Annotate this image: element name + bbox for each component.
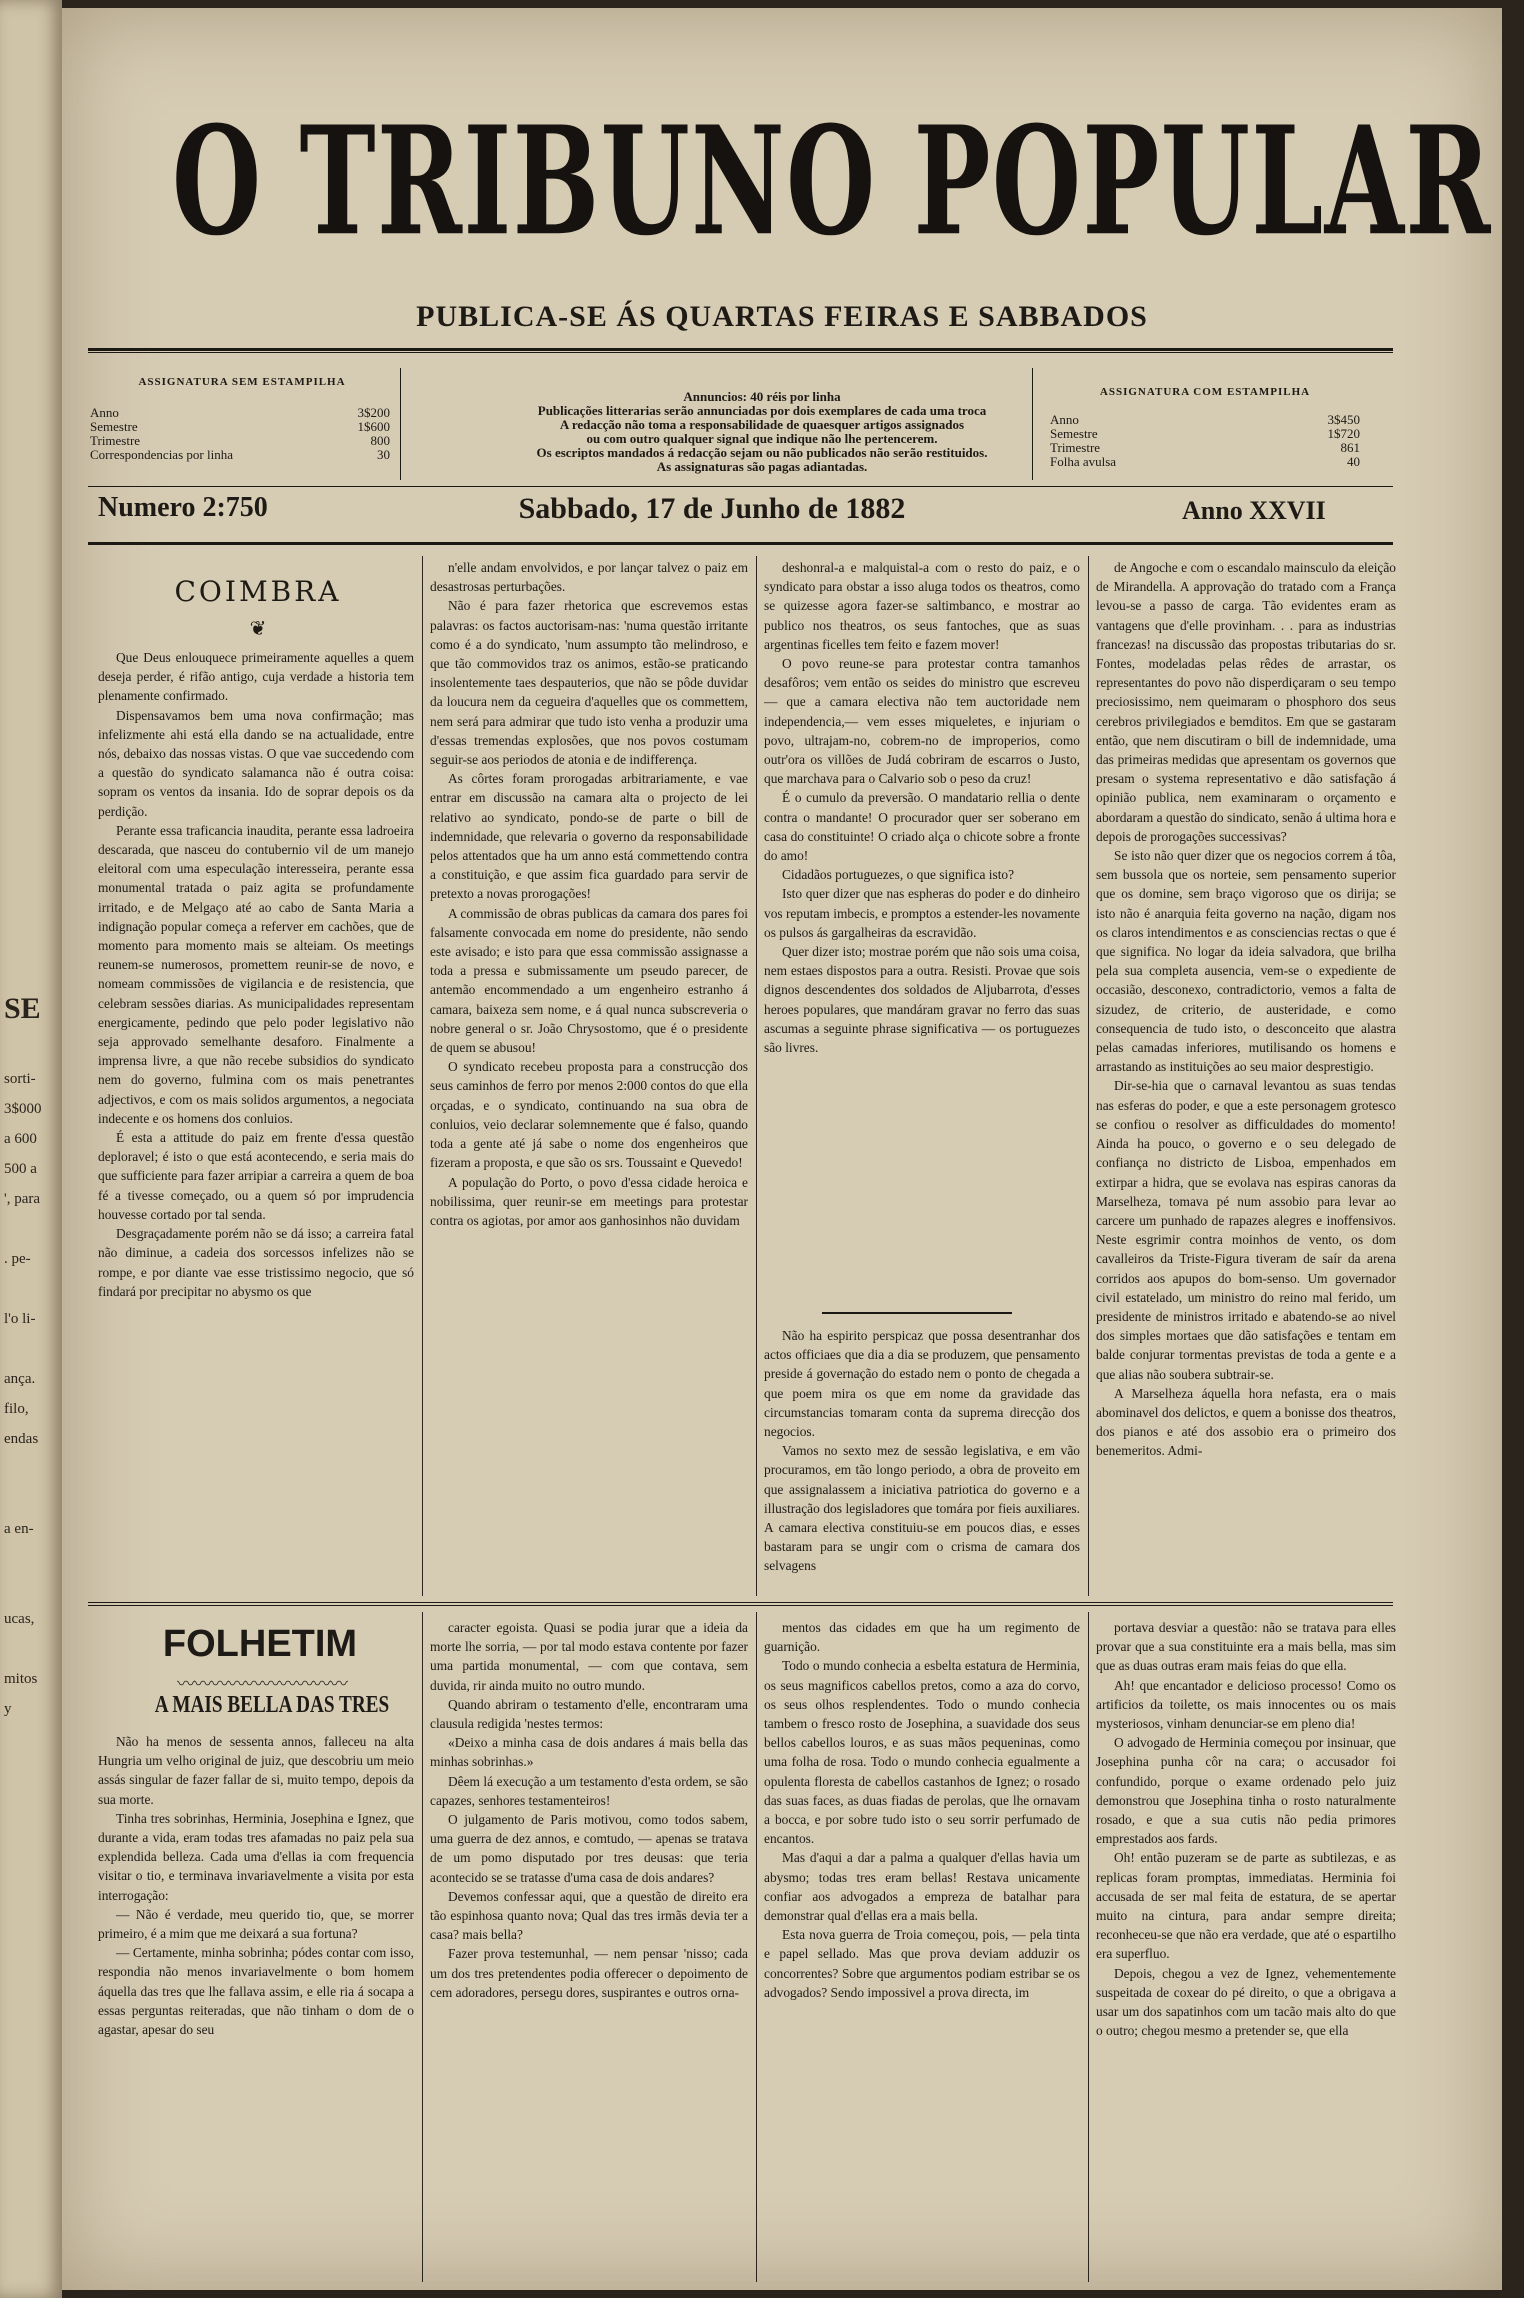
paragraph: Todo o mundo conhecia a esbelta estatura de Herminia, os seus magnificos cabellos pretos, como a aza do corvo, os seus olhos resplendentes. Todo o mundo conhecia tambem o fresco rosto de Josephina, a suavidade dos seus bellos cabellos louros, e as suas mãos pequeninas, como uma folha de rosa. Todo o mundo conhecia egualmente a opulenta floresta de cabellos castanhos de Ignez; o rosado das suas faces, as duas fiadas de perolas, que lhe ornavam a bocca, e por sobre tudo isto o seu sorrir perfumado de encantos. [764, 1658, 1080, 1847]
folhetim-rule-2 [88, 1605, 1393, 1606]
paragraph: portava desviar a questão: não se tratava para elles provar que a sua constituinte era a mais bella, mas sim que as duas outras eram mais feias do que ella. [1096, 1620, 1396, 1674]
issue-year: Anno XXVII [1182, 496, 1326, 525]
subscription-right-title: ASSIGNATURA COM ESTAMPILHA [1099, 386, 1311, 398]
section-divider [822, 1312, 1012, 1314]
previous-page-fragment: endas [4, 1431, 39, 1447]
paragraph: Devemos confessar aqui, que a questão de direito era tão espinhosa quanto nova; Qual das tres irmãs devia ter a casa? mais bella? [430, 1888, 748, 1943]
paragraph: A commissão de obras publicas da camara dos pares foi falsamente convocada em nome do presidente, não sendo este avisado; e isto para que essa commissão assignasse a toda a pressa e submissamente um pseudo parecer, de antemão encommendado a um engenheiro estranho á camara, baixeza sem nome, e á qual nunca subscreveria o nobre general o sr. João Chrysostomo, que é o presidente de quem se abusou! [430, 905, 748, 1056]
paragraph: Que Deus enlouquece primeiramente aquelles a quem deseja perder, é rifão antigo, cuja verdade a historia tem plenamente confirmado. [98, 650, 414, 704]
folhetim-column-2 [430, 1618, 748, 2272]
folhetim-column-1 [98, 1732, 414, 2272]
rate-value: 1$600 [357, 419, 390, 434]
paragraph: A Marselheza áquella hora nefasta, era o mais abominavel dos delictos, e quem a bonisse dos theatros, dos pianos e até dos assobio era o primeiro dos benemeritos. Admi- [1096, 1385, 1396, 1459]
paragraph: Isto quer dizer que nas espheras do poder e do dinheiro vos reputam imbecis, e promptos a estender-les novamente os pulsos ás gargalheiras da escravidão. [764, 886, 1080, 940]
paragraph: Ah! que encantador e delicioso processo! Como os artificios da toilette, os mais innocentes ou os mais mysteriosos, vinham denunciar-se em pleno dia! [1096, 1677, 1396, 1732]
rate-label: Anno [1050, 412, 1079, 427]
previous-page-fragment: filo, [4, 1401, 29, 1417]
paragraph: Dispensavamos bem uma nova confirmação; mas infelizmente ahi está ella dando se na actualidade, entre nós, debaixo das nossas vistas. O que vae succedendo com a questão do syndicato salamanca não é outra coisa: sopram os ventos da insania. Ido de soprar depois os da perdição. [98, 707, 414, 819]
previous-page-fragment: sorti- [4, 1071, 36, 1087]
paragraph: Não é para fazer rhetorica que escrevemos estas palavras: os factos auctorisam-nas: 'numa questão irritante como é a do syndicato, 'num assumpto tão melindroso, e que tão commovidos traz os animos, estão-se praticando insolentemente taes despauterios, que não se pôde duvidar da loucura nem da cegueira d'aquelles que os commettem, nem será para admirar que tudo isto venha a produzir uma d'essas tremendas explosões, que nos povos costumam seguir-se aos periodos de atonia e de indifferença. [430, 598, 748, 768]
masthead-title: O TRIBUNO POPULAR [172, 94, 1492, 269]
column-divider [422, 1612, 423, 2282]
paragraph: deshonral-a e malquistal-a com o resto do paiz, e o syndicato para obstar a isso aluga todos os theatros, como se quizesse agora fazer-se saltimbanco, e mostrar ao publico nos theatros, os seus fantoches, que as suas argentinas ficelles tem feito e fazem mover! [764, 560, 1080, 652]
paragraph: Quando abriram o testamento d'elle, encontraram uma clausula redigida 'nestes termos: [430, 1696, 748, 1732]
rate-label: Anno [90, 405, 119, 420]
paragraph: Depois, chegou a vez de Ignez, vehementemente suspeitada de coxear do pé direito, o que a obrigava a usar um dos sapatinhos com um tacão mais alto do que o outro; chegou mesmo a pretender se, que ella [1096, 1965, 1396, 2039]
header-rule-top [88, 348, 1393, 351]
paragraph: caracter egoista. Quasi se podia jurar que a ideia da morte lhe sorria, — por tal modo estava contente por fazer uma partida monumental, — com que contava, sem duvida, rir ainda muito no outro mundo. [430, 1620, 748, 1693]
header-divider-right [1032, 368, 1033, 480]
previous-page-fragment: ança. [4, 1371, 36, 1387]
paragraph: — Certamente, minha sobrinha; pódes contar com isso, respondia não menos invariavelmente o bom homem áquella das tres que lhe fallava assim, e elle ria á socapa a essas perguntas reiteradas, que não tinham o dom de o agastar, apesar do seu [98, 1945, 414, 2038]
column-divider [756, 1612, 757, 2282]
paragraph: Desgraçadamente porém não se dá isso; a carreira fatal não diminue, a cadeia dos sorcessos infelizes não se rompe, e por diante vae esse tristissimo negocio, que só findará por precipitar no abysmo os que [98, 1226, 414, 1299]
announcement-line: ou com outro qualquer signal que indique não lhe pertencerem. [586, 431, 938, 446]
article-column-4 [1096, 558, 1396, 1588]
paragraph: Vamos no sexto mez de sessão legislativa, e em vão procuramos, em tão longo periodo, a obra de proveito em que assignalassem a iniciativa patriotica do governo e a illustração dos legisladores que tomára por fieis auxiliares. A camara electiva constituiu-se em poucos dias, e esses bastaram para se ungir com o crisma de camara dos selvagens [764, 1443, 1080, 1574]
announcement-line: Publicações litterarias serão annunciadas por dois exemplares de cada uma troca [537, 403, 987, 418]
article-heading-coimbra: COIMBRA [174, 575, 342, 608]
rate-value: 1$720 [1327, 426, 1360, 441]
issue-rule-bottom [88, 542, 1393, 545]
article-column-1 [98, 648, 414, 1578]
paragraph: Tinha tres sobrinhas, Herminia, Josephina e Ignez, que durante a vida, eram todas tres afamadas no paiz pela sua explendida belleza. Cada uma d'ellas ia com frequencia visitar o tio, e terminava invariavelmente a visita por esta interrogação: [98, 1810, 414, 1903]
previous-page-fragment: . pe- [4, 1251, 31, 1267]
paragraph: O advogado de Herminia começou por insinuar, que Josephina punha côr na cara; o accusador foi confundido, porque o exame ordenado pelo juiz demonstrou que Josephina tinha o rosto naturalmente rosado, e que a sua cutis não pedia primores emprestados aos fards. [1096, 1735, 1396, 1847]
rate-label: Trimestre [90, 433, 141, 448]
issue-date: Sabbado, 17 de Junho de 1882 [518, 492, 906, 525]
rate-label: Semestre [90, 419, 138, 434]
rate-value: 861 [1340, 440, 1360, 455]
article-column-3b [764, 1326, 1080, 1588]
announcement-line: Annuncios: 40 réis por linha [683, 389, 841, 404]
paragraph: mentos das cidades em que ha um regimento de guarnição. [764, 1620, 1080, 1655]
paragraph: «Deixo a minha casa de dois andares á mais bella das minhas sobrinhas.» [430, 1735, 748, 1770]
previous-page-fragment: l'o li- [4, 1311, 36, 1327]
rate-label: Semestre [1050, 426, 1098, 441]
masthead-tagline: PUBLICA-SE ÁS QUARTAS FEIRAS E SABBADOS [416, 300, 1148, 333]
rate-value: 40 [1347, 454, 1360, 469]
paragraph: n'elle andam envolvidos, e por lançar talvez o paiz em desastrosas perturbações. [430, 560, 748, 595]
previous-page-fragment: mitos [4, 1671, 38, 1687]
previous-page-edge [0, 0, 62, 2298]
paragraph: de Angoche e com o escandalo mainsculo da eleição de Mirandella. A approvação do tratado com a França levou-se a passo de carga. Tão evidentes eram as vantagens que d'elle provinham. . . para as industrias francezas! na discussão das propostas tributarias do sr. Fontes, modeladas pelas rêdes de arrastar, os representantes do povo não disperdiçaram o seu tempo preciosissimo, nem queimaram o phosphoro dos seus cerebros privilegiados e bemditos. Em que se gastaram então, que nem discutiram o bill de indemnidade, uma das primeiras medidas que apresentam os governos que presam o systema representativo e dão satisfação á opinião publica, nem examinaram o orçamento e abordaram a questão do sindicato, senão á ultima hora e depois de prorogações successivas? [1096, 560, 1396, 844]
rate-value: 3$450 [1327, 412, 1360, 427]
paragraph: O povo reune-se para protestar contra tamanhos desafôros; vem então os seides do ministro que escreveu — que a camara electiva não tem auctoridade nem independencia,— vem esses miqueletes, e injuriam o povo, ultrajam-no, cobrem-no de improperios, como outr'ora os villões de Judá cobriram de escarros o Justo, que marchava para o Calvario sob o peso da cruz! [764, 656, 1080, 787]
paragraph: O julgamento de Paris motivou, como todos sabem, uma guerra de dez annos, e comtudo, — apenas se tratava de um pomo disputado por tres deusas: que teria acontecido se se tratasse d'uma casa de dois andares? [430, 1812, 748, 1885]
previous-page-fragment: 500 a [4, 1161, 37, 1177]
column-divider [756, 556, 757, 1596]
column-divider [1088, 556, 1089, 1596]
rate-label: Folha avulsa [1050, 454, 1117, 469]
paragraph: Oh! então puzeram se de parte as subtilezas, e as replicas foram promptas, immediatas. Herminia foi accusada de ser mal feita de estatura, de se apertar muito na cintura, para andar sempre direita; reconheceu-se que não era verdade, que até o espartilho era superfluo. [1096, 1850, 1396, 1962]
paragraph: As côrtes foram prorogadas arbitrariamente, e vae entrar em discussão na camara alta o projecto de lei relativo ao syndicato, pondo-se de parte o bill de indemnidade, que relevaria o governo da responsabilidade pelos attentados que ha um anno está commettendo contra a constituição, e que assim fica guardado para servir de pretexto a novas prorogações! [430, 771, 748, 902]
announcement-line: A redacção não toma a responsabilidade de quaesquer artigos assignados [559, 417, 965, 432]
header-divider-left [400, 368, 401, 480]
paragraph: Não ha menos de sessenta annos, falleceu na alta Hungria um velho original de juiz, que descobriu um meio assás singular de fazer fallar de si, muito tempo, depois da sua morte. [98, 1734, 414, 1807]
paragraph: Dêem lá execução a um testamento d'esta ordem, se são capazes, senhores testamenteiros! [430, 1773, 748, 1808]
announcement-line: Os escriptos mandados á redacção sejam ou não publicados não serão restituidos. [536, 445, 988, 460]
article-column-2 [430, 558, 748, 1588]
previous-page-fragment: y [4, 1701, 12, 1717]
paragraph: O syndicato recebeu proposta para a construcção dos seus caminhos de ferro por menos 2:000 contos do que ella orçadas, e o syndicato, continuando na sua obra de conluios, veio declarar solemnemente que é falso, quando toda a gente até já sabe o nome dos engenheiros que fizeram a proposta, e que são os srs. Toussaint e Quevedo! [430, 1059, 748, 1171]
paragraph: A população do Porto, o povo d'essa cidade heroica e nobilissima, quer reunir-se em meetings para protestar contra os agiotas, por amor aos ganhosinhos não duvidam [430, 1174, 748, 1228]
announcement-line: As assignaturas são pagas adiantadas. [656, 459, 868, 474]
paragraph: Dir-se-hia que o carnaval levantou as suas tendas nas esferas do poder, e que a este personagem grotesco se confiou o resolver as difficuldades do momento! Ainda ha pouco, o governo e o seu delegado de confiança no districto de Lisboa, empenhados em extirpar a hidra, que se evolava nas espiras canoras da Marselheza, tomava pé num assobio para levar ao carcere um punhado de rapazes alegres e inoffensivos. Neste esgrimir contra moinhos de vento, os dom cavalleiros da Triste-Figura tiveram de saír da arena corridos aos apupos do bom-senso. Um governador civil estatelado, um ministro do reino mal ferido, um presidente de ministros irritado e abatendo-se ao nivel dos simples mortaes que dão satisfações e tentam em balde conjurar tormentas previstas de toda a gente e a que alias não soubera subtrair-se. [1096, 1078, 1396, 1382]
previous-page-fragment: SE [4, 992, 41, 1025]
previous-page-fragment: a 600 [4, 1131, 37, 1147]
rate-label: Trimestre [1050, 440, 1101, 455]
folhetim-column-4 [1096, 1618, 1396, 2272]
subscription-left-title: ASSIGNATURA SEM ESTAMPILHA [138, 376, 346, 388]
paragraph: É o cumulo da preversão. O mandatario rellia o dente contra o mandante! O procurador quer ser soberano em casa do constituinte! O criado alça o chicote sobre a fronte do amo! [764, 790, 1080, 864]
newspaper-page [62, 8, 1502, 2290]
rate-value: 30 [377, 447, 390, 462]
previous-page-fragment: a en- [4, 1521, 34, 1537]
paragraph: Mas d'aqui a dar a palma a qualquer d'ellas havia um abysmo; todas tres eram bellas! Restava unicamente confiar aos advogados a empreza de batalhar para demonstrar qual d'ellas era a mais bella. [764, 1850, 1080, 1924]
rate-label: Correspondencias por linha [90, 447, 233, 462]
issue-number: Numero 2:750 [98, 492, 268, 523]
header-rule-top-thin [88, 352, 1393, 353]
story-title: A MAIS BELLA DAS TRES [154, 1692, 390, 1718]
previous-page-fragment: 3$000 [4, 1101, 42, 1117]
paragraph: Cidadãos portuguezes, o que significa isto? [782, 867, 1015, 883]
paragraph: Não ha espirito perspicaz que possa desentranhar dos actos officiaes que dia a dia se produzem, que pensamento preside á governação do estado nem o ponto de chegada a que poem mira os que em nome da gravidade das circumstancias tomaram conta da suprema direcção dos negocios. [764, 1328, 1080, 1440]
previous-page-fragment: ', para [4, 1191, 41, 1207]
paragraph: É esta a attitude do paiz em frente d'essa questão deploravel; é isto o que está acontecendo, e seria mais do que sufficiente para fazer arripiar a carreira a quem de boa fé a tivesse começado, ou a quem só por imprudencia houvesse cortado por tal senda. [98, 1130, 414, 1222]
paragraph: Se isto não quer dizer que os negocios correm á tôa, sem bussola que os norteie, sem pensamento superior que os domine, sem braço vigoroso que os dirija; se isto não é anarquia feita governo na nação, digam nos os claros intendimentos e as consciencias rectas o que é que significa. No logar da ideia salvadora, que brilha pela sua completa ausencia, vem-se o expediente de occasião, desconexo, contradictorio, vemos a falta de sizudez, de criterio, de austeridade, e como consequencia de tudo isto, o desconceito que alastra pelas camadas inferiores, mutilisando os homens e arrastando as instituições ao seu maior desprestigio. [1096, 848, 1396, 1075]
previous-page-fragment: ucas, [4, 1611, 35, 1627]
issue-rule-top [88, 486, 1393, 487]
folhetim-heading: FOLHETIM [162, 1623, 358, 1665]
ornament-icon: ❦ [249, 618, 267, 640]
rate-value: 800 [370, 433, 390, 448]
article-column-3 [764, 558, 1080, 1278]
wave-ornament: 〰〰〰〰〰〰〰〰〰〰 [177, 1674, 347, 1694]
folhetim-rule [88, 1602, 1393, 1603]
paragraph: Quer dizer isto; mostrae porém que não sois uma coisa, nem estaes dispostos para a outra. Resisti. Provae que sois dignos descendentes dos soldados de Aljubarrota, d'esses heroes populares, que mandáram gravar no ferro das suas ascumas a seguinte phrase significativa — os portuguezes são livres. [764, 944, 1080, 1056]
paragraph: Fazer prova testemunhal, — nem pensar 'nisso; cada um dos tres pretendentes podia offerecer o depoimento de cem adoradores, persegu dores, suspirantes e outros orna- [430, 1946, 748, 2000]
rate-value: 3$200 [357, 405, 390, 420]
paragraph: Perante essa traficancia inaudita, perante essa ladroeira descarada, que nasceu do contubernio vil de um manejo eleitoral com uma especulação interesseira, perante essa monumental tratada o paiz agita se profundamente irritado, e de Melgaço até ao cabo de Santa Maria a indignação popular começa a referver em cachões, que de momento para momento mais se alteiam. Os meetings reunem-se numerosos, promettem reunir-se de novo, e nomeam commissões de vigilancia e de resistencia, que celebram sessões diarias. As municipalidades representam energicamente, pedindo que pelo poder legislativo não seja approvado semelhante desaforo. Finalmente a imprensa livre, a que não recebe subsidios do syndicato nem do governo, fulmina com os mais penetrantes adjectivos, e com os mais solidos argumentos, a negociata indecente e os homens dos conluios. [98, 822, 414, 1126]
column-divider [422, 556, 423, 1596]
folhetim-column-3 [764, 1618, 1080, 2272]
paragraph: Esta nova guerra de Troia começou, pois, — pela tinta e papel sellado. Mas que prova deviam adduzir os concorrentes? Sobre que argumentos podiam estribar se os advogados? Sendo impossivel a prova directa, im [764, 1927, 1080, 2000]
column-divider [1088, 1612, 1089, 2282]
paragraph: — Não é verdade, meu querido tio, que, se morrer primeiro, é a mim que me deixará a sua fortuna? [98, 1906, 414, 1942]
